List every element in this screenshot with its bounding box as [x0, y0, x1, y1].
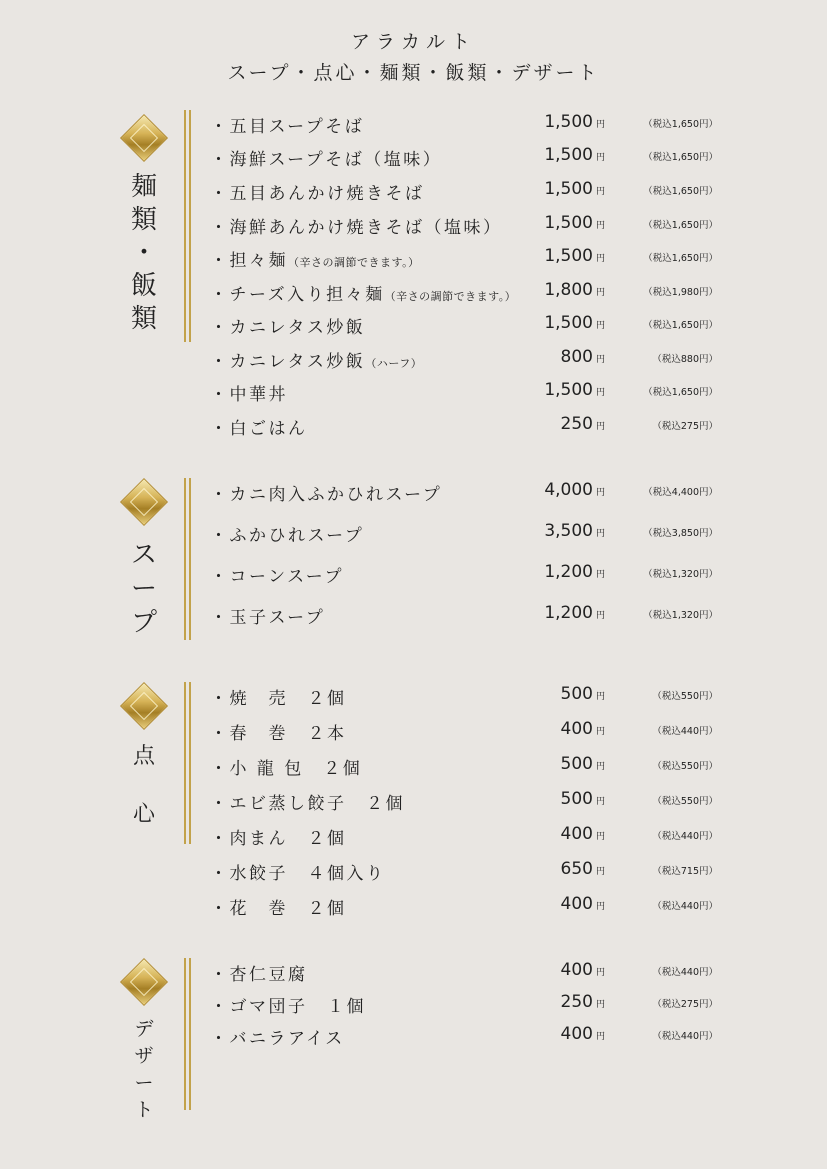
yen-label: 円 — [595, 1032, 605, 1042]
gold-diamond-icon — [121, 959, 166, 1004]
tax-included-price: （税込3,850円） — [643, 528, 718, 539]
menu-item — [210, 414, 720, 438]
gold-diamond-icon — [121, 115, 166, 160]
item-name — [210, 992, 366, 1017]
menu-item — [210, 213, 720, 237]
menu-item — [210, 859, 720, 883]
item-price — [544, 380, 605, 400]
yen-label: 円 — [595, 288, 605, 298]
price-value: 800 — [560, 347, 593, 367]
gold-diamond-icon — [121, 479, 166, 524]
tax-included-price: （税込440円） — [652, 967, 718, 978]
item-name — [210, 145, 442, 170]
menu-item — [210, 112, 720, 136]
yen-label: 円 — [595, 762, 605, 772]
item-price — [561, 1024, 605, 1044]
menu-item — [210, 246, 720, 270]
item-price — [561, 824, 605, 844]
yen-label: 円 — [595, 611, 605, 621]
item-price — [544, 313, 605, 333]
tax-included-price: （税込440円） — [652, 1031, 718, 1042]
item-name — [210, 414, 308, 439]
tax-included-price: （税込275円） — [652, 999, 718, 1010]
yen-label: 円 — [595, 832, 605, 842]
menu-subtitle: スープ・点心・麺類・飯類・デザート — [227, 62, 600, 84]
menu-item — [210, 347, 720, 371]
item-name-text: ・焼 売 ２個 — [210, 689, 347, 709]
item-name-text: ・杏仁豆腐 — [210, 965, 308, 985]
yen-label: 円 — [595, 422, 605, 432]
item-name — [210, 246, 420, 271]
gold-divider-line — [184, 478, 186, 640]
menu-item — [210, 719, 720, 743]
price-value: 1,200 — [544, 562, 593, 582]
item-name-text: ・五目スープそば — [210, 117, 365, 137]
item-name — [210, 603, 325, 628]
tax-included-price: （税込550円） — [652, 761, 718, 772]
menu-item — [210, 603, 720, 627]
yen-label: 円 — [595, 692, 605, 702]
item-name-text: ・海鮮あんかけ焼きそば（塩味） — [210, 218, 503, 238]
item-price — [544, 562, 605, 582]
item-name — [210, 960, 308, 985]
item-name — [210, 521, 364, 546]
menu-item — [210, 280, 720, 304]
item-name — [210, 824, 347, 849]
price-value: 500 — [560, 684, 593, 704]
tax-included-price: （税込440円） — [652, 901, 718, 912]
item-name — [210, 112, 364, 137]
tax-included-price: （税込4,400円） — [643, 487, 718, 498]
menu-item — [210, 521, 720, 545]
item-price — [561, 992, 605, 1012]
item-price — [544, 480, 605, 500]
tax-included-price: （税込275円） — [652, 421, 718, 432]
menu-item — [210, 179, 720, 203]
gold-divider-line — [189, 958, 191, 1110]
section-title — [124, 542, 164, 644]
section-title-char: ス — [130, 540, 157, 570]
tax-included-price: （税込1,650円） — [643, 220, 718, 231]
section-title — [124, 746, 164, 862]
section-title — [124, 1020, 164, 1128]
item-name-text: ・コーンスープ — [210, 567, 344, 587]
menu-item — [210, 380, 720, 404]
section-title-char: ー — [134, 1072, 154, 1094]
yen-label: 円 — [595, 1000, 605, 1010]
tax-included-price: （税込550円） — [652, 796, 718, 807]
item-price — [544, 603, 605, 623]
item-name — [210, 380, 288, 405]
price-value: 400 — [560, 824, 593, 844]
gold-divider-line — [184, 682, 186, 844]
menu-item — [210, 1024, 720, 1048]
item-name-text: ・五目あんかけ焼きそば — [210, 184, 425, 204]
price-value: 400 — [560, 1024, 593, 1044]
tax-included-price: （税込1,650円） — [643, 119, 718, 130]
item-name — [210, 894, 347, 919]
item-name-text: ・花 巻 ２個 — [210, 899, 347, 919]
item-name — [210, 1024, 345, 1049]
yen-label: 円 — [595, 221, 605, 231]
item-price — [561, 754, 605, 774]
gold-diamond-icon — [121, 683, 166, 728]
item-name-text: ・担々麺 — [210, 251, 288, 271]
price-value: 4,000 — [544, 480, 593, 500]
section-title-char: ー — [130, 574, 157, 604]
item-name-text: ・肉まん ２個 — [210, 829, 347, 849]
item-price — [544, 246, 605, 266]
price-value: 1,500 — [544, 380, 593, 400]
gold-divider-line — [184, 110, 186, 342]
section-title-char: 飯 — [130, 271, 157, 301]
tax-included-price: （税込880円） — [652, 354, 718, 365]
item-price — [561, 894, 605, 914]
menu-item — [210, 754, 720, 778]
section-title-char: プ — [130, 608, 157, 638]
section-title-char: 類 — [130, 205, 157, 235]
menu-item — [210, 480, 720, 504]
item-name-text: ・チーズ入り担々麺 — [210, 285, 385, 305]
yen-label: 円 — [595, 902, 605, 912]
item-name-text: ・春 巻 ２本 — [210, 724, 347, 744]
tax-included-price: （税込1,650円） — [643, 253, 718, 264]
yen-label: 円 — [595, 254, 605, 264]
item-name — [210, 480, 442, 505]
item-name — [210, 859, 386, 884]
item-price — [561, 719, 605, 739]
item-name — [210, 789, 405, 814]
price-value: 250 — [560, 414, 593, 434]
yen-label: 円 — [595, 120, 605, 130]
item-price — [544, 213, 605, 233]
yen-label: 円 — [595, 187, 605, 197]
price-value: 1,500 — [544, 179, 593, 199]
gold-divider-line — [189, 478, 191, 640]
price-value: 500 — [560, 754, 593, 774]
item-name-text: ・水餃子 ４個入り — [210, 864, 386, 884]
item-name — [210, 179, 425, 204]
section-title-char: デ — [134, 1018, 154, 1040]
yen-label: 円 — [595, 321, 605, 331]
section-title — [124, 174, 164, 339]
item-note: （ハーフ） — [365, 357, 423, 370]
item-price — [561, 789, 605, 809]
item-name-text: ・ふかひれスープ — [210, 526, 365, 546]
item-name-text: ・海鮮スープそば（塩味） — [210, 150, 443, 170]
item-name — [210, 213, 503, 238]
gold-divider-line — [184, 958, 186, 1110]
price-value: 400 — [560, 894, 593, 914]
item-price — [544, 280, 605, 300]
yen-label: 円 — [595, 529, 605, 539]
price-value: 1,500 — [544, 313, 593, 333]
menu-item — [210, 562, 720, 586]
tax-included-price: （税込440円） — [652, 831, 718, 842]
price-value: 400 — [560, 719, 593, 739]
item-price — [544, 112, 605, 132]
price-value: 400 — [560, 960, 593, 980]
tax-included-price: （税込1,320円） — [643, 569, 718, 580]
price-value: 1,200 — [544, 603, 593, 623]
tax-included-price: （税込1,650円） — [643, 186, 718, 197]
item-name — [210, 719, 347, 744]
menu-item — [210, 992, 720, 1016]
menu-item — [210, 145, 720, 169]
price-value: 1,800 — [544, 280, 593, 300]
tax-included-price: （税込440円） — [652, 726, 718, 737]
item-price — [561, 684, 605, 704]
yen-label: 円 — [595, 388, 605, 398]
tax-included-price: （税込1,650円） — [643, 387, 718, 398]
yen-label: 円 — [595, 797, 605, 807]
item-price — [544, 145, 605, 165]
menu-item — [210, 960, 720, 984]
menu-item — [210, 894, 720, 918]
item-name-text: ・ゴマ団子 １個 — [210, 997, 366, 1017]
yen-label: 円 — [595, 727, 605, 737]
menu-title: アラカルト — [350, 31, 476, 53]
price-value: 1,500 — [544, 145, 593, 165]
yen-label: 円 — [595, 488, 605, 498]
item-name — [210, 280, 516, 305]
gold-divider-line — [189, 110, 191, 342]
section-title-char: ザ — [134, 1045, 154, 1067]
item-price — [561, 347, 605, 367]
item-note: （辛さの調節できます。） — [288, 256, 420, 269]
price-value: 1,500 — [544, 246, 593, 266]
yen-label: 円 — [595, 867, 605, 877]
yen-label: 円 — [595, 570, 605, 580]
item-name-text: ・玉子スープ — [210, 608, 326, 628]
section-title-char: 類 — [130, 304, 157, 334]
item-price — [544, 179, 605, 199]
section-title-char: 麺 — [130, 172, 157, 202]
item-name-text: ・エビ蒸し餃子 ２個 — [210, 794, 405, 814]
menu-item — [210, 789, 720, 813]
item-name-text: ・小 龍 包 ２個 — [210, 759, 363, 779]
item-name — [210, 313, 365, 338]
item-name-text: ・カニレタス炒飯 — [210, 318, 366, 338]
tax-included-price: （税込715円） — [652, 866, 718, 877]
item-name-text: ・中華丼 — [210, 385, 288, 405]
item-note: （辛さの調節できます。） — [384, 290, 517, 303]
section-title-char: ト — [134, 1099, 154, 1121]
item-price — [561, 960, 605, 980]
tax-included-price: （税込1,650円） — [643, 152, 718, 163]
item-name — [210, 347, 422, 372]
section-title-char: 心 — [132, 802, 155, 827]
item-price — [544, 521, 605, 541]
yen-label: 円 — [595, 355, 605, 365]
item-price — [561, 859, 605, 879]
menu-item — [210, 313, 720, 337]
tax-included-price: （税込1,650円） — [643, 320, 718, 331]
item-price — [561, 414, 605, 434]
tax-included-price: （税込1,980円） — [643, 287, 718, 298]
price-value: 650 — [560, 859, 593, 879]
menu-item — [210, 824, 720, 848]
item-name — [210, 562, 344, 587]
tax-included-price: （税込1,320円） — [643, 610, 718, 621]
menu-item — [210, 684, 720, 708]
price-value: 3,500 — [544, 521, 593, 541]
item-name-text: ・カニ肉入ふかひれスープ — [210, 485, 443, 505]
tax-included-price: （税込550円） — [652, 691, 718, 702]
item-name-text: ・カニレタス炒飯 — [210, 352, 366, 372]
item-name — [210, 754, 362, 779]
price-value: 1,500 — [544, 112, 593, 132]
item-name — [210, 684, 347, 709]
price-value: 250 — [560, 992, 593, 1012]
yen-label: 円 — [595, 153, 605, 163]
item-name-text: ・バニラアイス — [210, 1029, 345, 1049]
section-title-char: 点 — [132, 744, 155, 769]
section-title-char: ・ — [130, 238, 157, 268]
yen-label: 円 — [595, 968, 605, 978]
price-value: 1,500 — [544, 213, 593, 233]
item-name-text: ・白ごはん — [210, 419, 308, 439]
price-value: 500 — [560, 789, 593, 809]
gold-divider-line — [189, 682, 191, 844]
